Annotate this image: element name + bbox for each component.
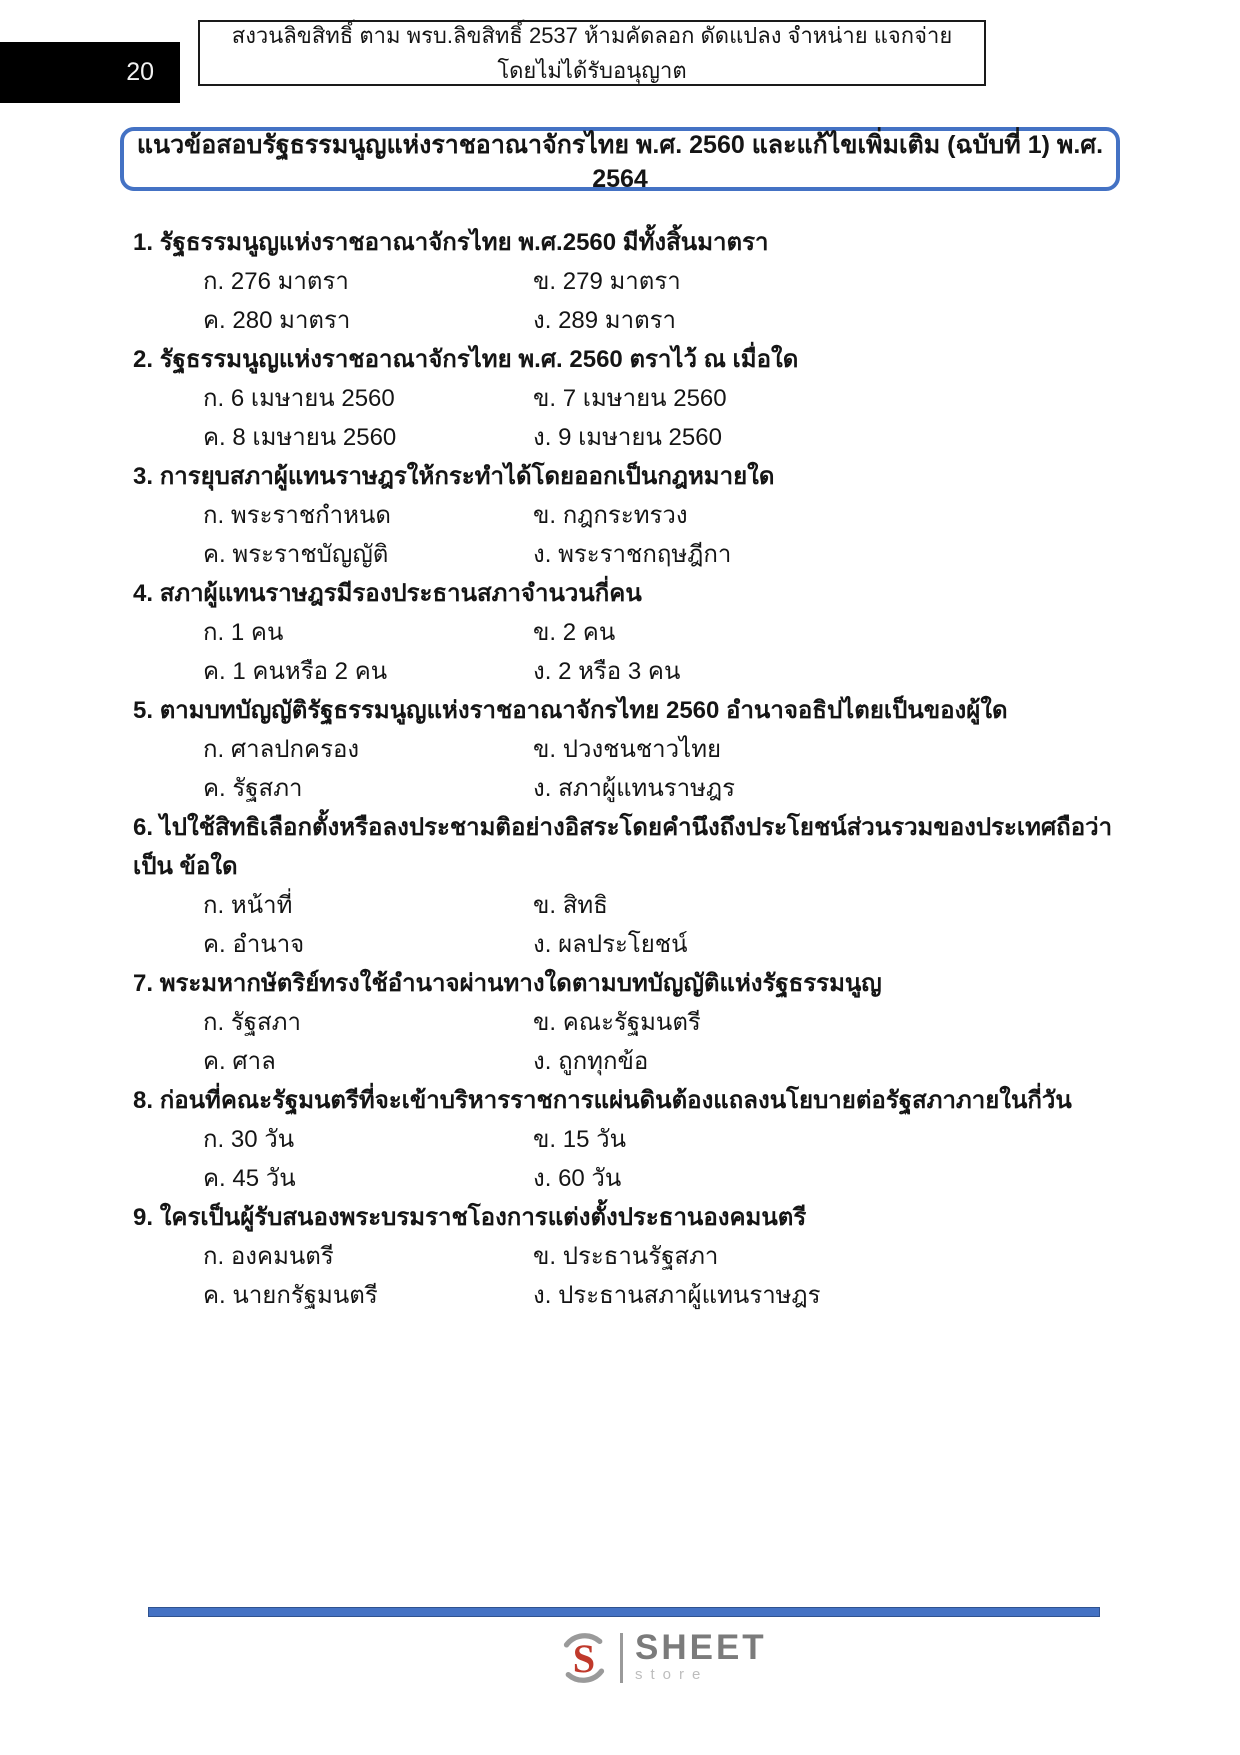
question <box>133 574 1118 691</box>
option-text: รัฐสภา <box>230 1009 301 1036</box>
option-label: ก. <box>203 736 225 763</box>
exam-title: แนวข้อสอบรัฐธรรมนูญแห่งราชอาณาจักรไทย พ.ศ. 2560 และแก้ไขเพิ่มเติม (ฉบับที่ 1) พ.ศ. 2564 <box>136 130 1104 193</box>
option-text: หน้าที่ <box>230 892 293 919</box>
option-cell <box>533 1003 1118 1042</box>
option-row <box>133 535 1118 574</box>
question-header <box>133 808 1118 886</box>
question-header <box>133 1198 1118 1237</box>
option-text: พระราชบัญญัติ <box>232 541 389 568</box>
option-label: ข. <box>533 619 557 646</box>
sheet-store-s-icon <box>556 1630 612 1686</box>
option-cell <box>533 1276 1118 1315</box>
option-label: ง. <box>533 1282 552 1309</box>
option-text: ปวงชนชาวไทย <box>562 736 722 763</box>
option-text: ศาล <box>232 1048 276 1075</box>
footer-divider <box>148 1607 1100 1617</box>
option-label: ข. <box>533 1126 557 1153</box>
option-label: ง. <box>533 541 552 568</box>
option-label: ข. <box>533 502 557 529</box>
option-label: ค. <box>203 658 226 685</box>
option-label: ข. <box>533 736 557 763</box>
option-label: ค. <box>203 1048 226 1075</box>
option-label: ข. <box>533 892 557 919</box>
option-row <box>133 1237 1118 1276</box>
option-label: ก. <box>203 1243 225 1270</box>
option-label: ค. <box>203 1165 226 1192</box>
option-cell <box>133 1120 533 1159</box>
option-label: ค. <box>203 931 226 958</box>
option-cell <box>533 925 1118 964</box>
option-text: คณะรัฐมนตรี <box>562 1009 701 1036</box>
question-header <box>133 223 1118 262</box>
question-header <box>133 691 1118 730</box>
option-label: ค. <box>203 424 226 451</box>
option-text: 1 คน <box>230 619 284 646</box>
option-label: ก. <box>203 619 225 646</box>
option-text: ถูกทุกข้อ <box>558 1048 649 1075</box>
brand-name: SHEET <box>635 1628 767 1667</box>
option-cell <box>133 301 533 340</box>
option-label: ค. <box>203 1282 226 1309</box>
option-label: ค. <box>203 541 226 568</box>
option-cell <box>133 886 533 925</box>
question-text: ใครเป็นผู้รับสนองพระบรมราชโองการแต่งตั้งประธานองคมนตรี <box>159 1204 807 1231</box>
option-text: 2 คน <box>562 619 616 646</box>
question-text: รัฐธรรมนูญแห่งราชอาณาจักรไทย พ.ศ.2560 มีทั้งสิ้นมาตรา <box>159 229 769 256</box>
option-text: 276 มาตรา <box>230 268 349 295</box>
copyright-notice-box <box>198 20 986 86</box>
option-cell <box>133 1276 533 1315</box>
option-row <box>133 769 1118 808</box>
option-text: สิทธิ <box>562 892 608 919</box>
question-number: 8. <box>133 1087 154 1114</box>
option-row <box>133 301 1118 340</box>
option-cell <box>533 769 1118 808</box>
option-cell <box>533 1042 1118 1081</box>
page-number-box <box>0 42 180 103</box>
option-cell <box>133 418 533 457</box>
option-cell <box>133 1159 533 1198</box>
option-text: องคมนตรี <box>230 1243 334 1270</box>
option-cell <box>533 613 1118 652</box>
option-cell <box>533 730 1118 769</box>
option-cell <box>133 496 533 535</box>
question <box>133 340 1118 457</box>
option-cell <box>533 262 1118 301</box>
question-text: รัฐธรรมนูญแห่งราชอาณาจักรไทย พ.ศ. 2560 ตราไว้ ณ เมื่อใด <box>159 346 799 373</box>
option-text: ประธานสภาผู้แทนราษฎร <box>558 1282 821 1309</box>
option-row <box>133 1042 1118 1081</box>
option-row <box>133 496 1118 535</box>
option-text: 6 เมษายน 2560 <box>230 385 395 412</box>
option-label: ง. <box>533 1048 552 1075</box>
option-cell <box>533 1237 1118 1276</box>
question-header <box>133 457 1118 496</box>
question-number: 4. <box>133 580 154 607</box>
question-number: 9. <box>133 1204 154 1231</box>
question-list <box>133 223 1118 1315</box>
option-cell <box>533 652 1118 691</box>
option-cell <box>533 301 1118 340</box>
question-text: สภาผู้แทนราษฎรมีรองประธานสภาจำนวนกี่คน <box>159 580 642 607</box>
question-text: พระมหากษัตริย์ทรงใช้อำนาจผ่านทางใดตามบทบัญญัติแห่งรัฐธรรมนูญ <box>159 970 882 997</box>
option-text: 289 มาตรา <box>558 307 677 334</box>
option-row <box>133 379 1118 418</box>
option-text: 1 คนหรือ 2 คน <box>232 658 388 685</box>
question <box>133 808 1118 964</box>
option-row <box>133 1276 1118 1315</box>
option-text: 7 เมษายน 2560 <box>562 385 727 412</box>
option-cell <box>533 1120 1118 1159</box>
option-label: ง. <box>533 307 552 334</box>
option-label: ก. <box>203 1009 225 1036</box>
question-number: 3. <box>133 463 154 490</box>
page-number: 20 <box>126 58 154 86</box>
option-row <box>133 1003 1118 1042</box>
copyright-text: สงวนลิขสิทธิ์ ตาม พรบ.ลิขสิทธิ์ 2537 ห้ามคัดลอก ดัดแปลง จำหน่าย แจกจ่าย โดยไม่ได้รับอนุญาต <box>231 23 953 83</box>
question-text: ก่อนที่คณะรัฐมนตรีที่จะเข้าบริหารราชการแผ่นดินต้องแถลงนโยบายต่อรัฐสภาภายในกี่วัน <box>159 1087 1072 1114</box>
option-text: สภาผู้แทนราษฎร <box>558 775 735 802</box>
option-cell <box>133 535 533 574</box>
option-label: ง. <box>533 658 552 685</box>
option-row <box>133 1159 1118 1198</box>
sheet-store-logo <box>556 1630 767 1686</box>
logo-divider <box>620 1633 623 1683</box>
option-text: อำนาจ <box>232 931 305 958</box>
question-text: การยุบสภาผู้แทนราษฎรให้กระทำได้โดยออกเป็นกฎหมายใด <box>159 463 775 490</box>
option-cell <box>533 418 1118 457</box>
option-text: นายกรัฐมนตรี <box>232 1282 378 1309</box>
option-text: 45 วัน <box>232 1165 296 1192</box>
option-label: ข. <box>533 385 557 412</box>
question <box>133 457 1118 574</box>
option-row <box>133 418 1118 457</box>
option-label: ข. <box>533 1243 557 1270</box>
option-cell <box>133 925 533 964</box>
question <box>133 964 1118 1081</box>
option-text: กฎกระทรวง <box>562 502 688 529</box>
brand-subtitle: store <box>635 1666 709 1683</box>
option-cell <box>133 1042 533 1081</box>
question <box>133 1081 1118 1198</box>
option-label: ง. <box>533 1165 552 1192</box>
option-text: 280 มาตรา <box>232 307 351 334</box>
option-label: ก. <box>203 385 225 412</box>
option-label: ก. <box>203 892 225 919</box>
question-header <box>133 574 1118 613</box>
option-label: ก. <box>203 502 225 529</box>
option-label: ก. <box>203 268 225 295</box>
option-label: ง. <box>533 775 552 802</box>
logo-text <box>635 1628 767 1684</box>
option-row <box>133 730 1118 769</box>
option-text: 2 หรือ 3 คน <box>558 658 681 685</box>
question <box>133 691 1118 808</box>
option-cell <box>533 379 1118 418</box>
option-label: ค. <box>203 307 226 334</box>
question-number: 6. <box>133 814 154 841</box>
question-header <box>133 340 1118 379</box>
option-row <box>133 886 1118 925</box>
option-text: 279 มาตรา <box>562 268 681 295</box>
option-row <box>133 652 1118 691</box>
question-number: 7. <box>133 970 154 997</box>
question-number: 2. <box>133 346 154 373</box>
option-cell <box>133 1237 533 1276</box>
question-number: 5. <box>133 697 154 724</box>
option-cell <box>133 1003 533 1042</box>
option-label: ก. <box>203 1126 225 1153</box>
question-number: 1. <box>133 229 154 256</box>
question-text: ตามบทบัญญัติรัฐธรรมนูญแห่งราชอาณาจักรไทย 2560 อำนาจอธิปไตยเป็นของผู้ใด <box>159 697 1008 724</box>
option-label: ข. <box>533 268 557 295</box>
option-cell <box>533 535 1118 574</box>
option-label: ง. <box>533 931 552 958</box>
question <box>133 1198 1118 1315</box>
option-cell <box>133 769 533 808</box>
option-label: ข. <box>533 1009 557 1036</box>
option-cell <box>133 730 533 769</box>
option-cell <box>133 613 533 652</box>
option-cell <box>133 262 533 301</box>
option-text: ผลประโยชน์ <box>558 931 688 958</box>
option-cell <box>533 496 1118 535</box>
option-text: 9 เมษายน 2560 <box>558 424 722 451</box>
question-text: ไปใช้สิทธิเลือกตั้งหรือลงประชามติอย่างอิสระโดยคำนึงถึงประโยชน์ส่วนรวมของประเทศถือว่าเป็น ข้อใด <box>133 814 1113 880</box>
option-row <box>133 613 1118 652</box>
option-text: รัฐสภา <box>232 775 303 802</box>
option-cell <box>133 652 533 691</box>
option-cell <box>133 379 533 418</box>
option-cell <box>533 886 1118 925</box>
option-text: ประธานรัฐสภา <box>562 1243 719 1270</box>
option-text: 8 เมษายน 2560 <box>232 424 397 451</box>
option-label: ง. <box>533 424 552 451</box>
question <box>133 223 1118 340</box>
option-text: 60 วัน <box>558 1165 622 1192</box>
option-label: ค. <box>203 775 226 802</box>
option-text: พระราชกฤษฎีกา <box>558 541 732 568</box>
option-row <box>133 925 1118 964</box>
question-header <box>133 1081 1118 1120</box>
option-text: 15 วัน <box>562 1126 626 1153</box>
svg-text:S: S <box>572 1636 596 1681</box>
question-header <box>133 964 1118 1003</box>
exam-title-box <box>120 127 1120 191</box>
option-text: ศาลปกครอง <box>230 736 360 763</box>
option-text: 30 วัน <box>230 1126 295 1153</box>
option-text: พระราชกำหนด <box>230 502 391 529</box>
option-row <box>133 262 1118 301</box>
option-row <box>133 1120 1118 1159</box>
option-cell <box>533 1159 1118 1198</box>
